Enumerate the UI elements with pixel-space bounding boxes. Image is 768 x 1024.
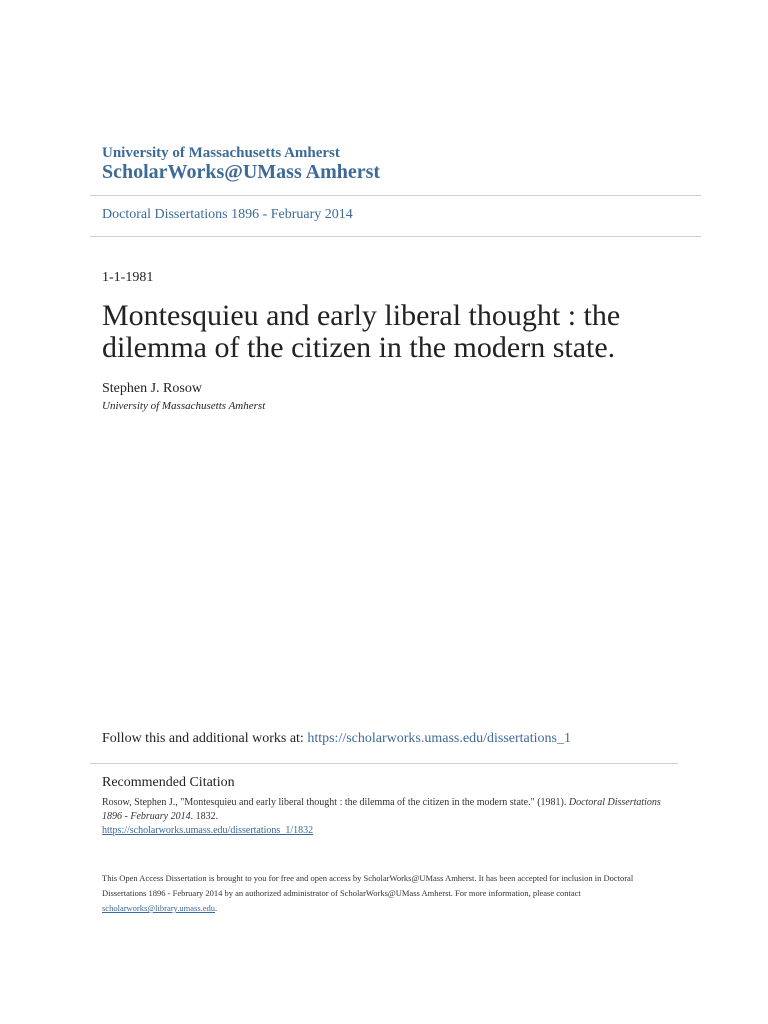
citation-text: Rosow, Stephen J., "Montesquieu and early liberal thought : the dilemma of the citizen in the modern state." (1981). xyxy=(102,797,567,808)
citation-journal: Doctoral Dissertations 1896 - February 2014 xyxy=(102,797,661,822)
follow-label: Follow this and additional works at: xyxy=(102,731,304,746)
document-title: Montesquieu and early liberal thought : the dilemma of the citizen in the modern state. xyxy=(102,299,621,364)
follow-url-link[interactable]: https://scholarworks.umass.edu/dissertations_1 xyxy=(307,731,571,746)
divider-citation xyxy=(90,763,678,764)
series-link[interactable]: Doctoral Dissertations 1896 - February 2014 xyxy=(102,207,353,222)
notice-end: . xyxy=(215,903,218,913)
repository-name[interactable]: ScholarWorks@UMass Amherst xyxy=(102,161,381,183)
contact-email-link[interactable]: scholarworks@library.umass.edu xyxy=(102,903,216,913)
follow-line xyxy=(102,731,571,747)
access-notice xyxy=(102,871,672,916)
citation-url-link[interactable]: https://scholarworks.umass.edu/dissertations_1/1832 xyxy=(102,825,314,836)
publication-date: 1-1-1981 xyxy=(102,270,154,285)
institution-name[interactable]: University of Massachusetts Amherst xyxy=(102,145,340,161)
author-affiliation: University of Massachusetts Amherst xyxy=(102,400,266,412)
citation-number: . 1832. xyxy=(190,811,219,822)
notice-text: This Open Access Dissertation is brought to you for free and open access by ScholarWorks@UMass Amherst. It has been accepted for inclusion in Doctoral Dissertations 1896 - February 2014 by an authorized administrator of ScholarWorks@UMass Amherst. For more information, please contact xyxy=(102,873,634,898)
author-name: Stephen J. Rosow xyxy=(102,381,202,396)
citation-body xyxy=(102,796,662,838)
citation-heading: Recommended Citation xyxy=(102,775,235,790)
divider-series xyxy=(90,236,701,237)
divider-top xyxy=(90,195,701,196)
